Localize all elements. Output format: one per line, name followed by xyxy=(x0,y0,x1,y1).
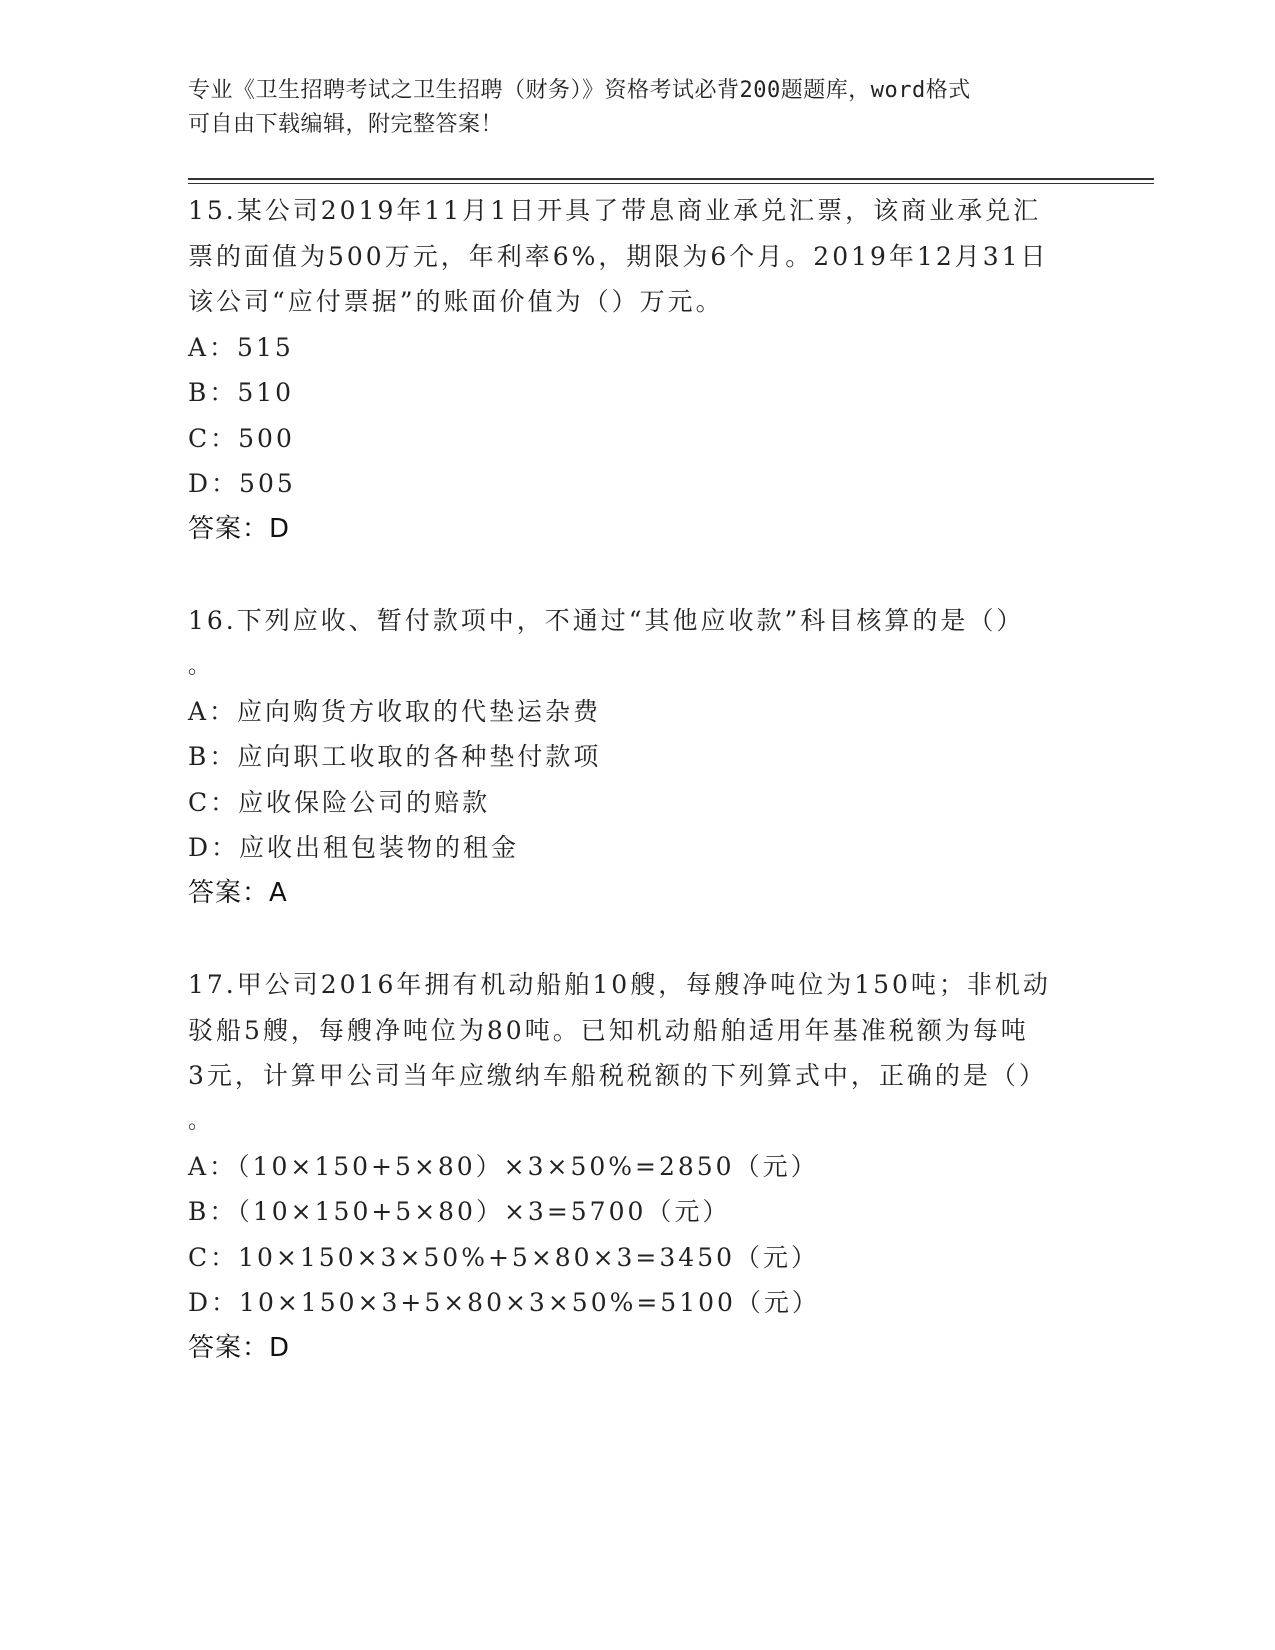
option-c: C：500 xyxy=(188,423,295,453)
answer-line: 答案：D xyxy=(188,513,291,544)
document-header xyxy=(188,74,1068,142)
header-divider-thick xyxy=(188,178,1154,180)
option-b: B：（10×150+5×80）×3=5700（元） xyxy=(188,1197,731,1226)
option-b: B：应向职工收取的各种垫付款项 xyxy=(188,742,602,771)
question-stem-line: 该公司“应付票据”的账面价值为（）万元。 xyxy=(188,287,724,316)
question-stem-line: 3元，计算甲公司当年应缴纳车船税税额的下列算式中，正确的是（） xyxy=(188,1061,1047,1090)
header-divider-thin xyxy=(188,183,1154,184)
question-stem-line: 驳船5艘，每艘净吨位为80吨。已知机动船舶适用年基准税额为每吨 xyxy=(188,1015,1029,1045)
option-d: D：应收出租包装物的租金 xyxy=(188,833,520,862)
answer-line: 答案：A xyxy=(188,877,288,908)
question-stem-line: 15.某公司2019年11月1日开具了带息商业承兑汇票，该商业承兑汇 xyxy=(188,196,1042,225)
option-a: A：515 xyxy=(188,332,294,362)
option-d: D：10×150×3+5×80×3×50%=5100（元） xyxy=(188,1288,820,1317)
question-17 xyxy=(188,962,1088,1371)
question-stem-line: 票的面值为500万元，年利率6%，期限为6个月。2019年12月31日 xyxy=(188,241,1049,271)
answer-line: 答案：D xyxy=(188,1332,291,1363)
question-stem-line: 。 xyxy=(188,653,214,679)
option-c: C：10×150×3×50%+5×80×3=3450（元） xyxy=(188,1242,820,1272)
question-stem-line: 。 xyxy=(188,1108,214,1134)
header-line-1: 专业《卫生招聘考试之卫生招聘（财务）》资格考试必背200题题库，word格式 xyxy=(188,78,971,103)
option-d: D：505 xyxy=(188,469,296,498)
question-15 xyxy=(188,188,1088,552)
option-a: A：（10×150+5×80）×3×50%=2850（元） xyxy=(188,1151,819,1181)
option-b: B：510 xyxy=(188,378,295,407)
question-stem-line: 17.甲公司2016年拥有机动船舶10艘，每艘净吨位为150吨；非机动 xyxy=(188,970,1051,999)
question-stem-line: 16.下列应收、暂付款项中，不通过“其他应收款”科目核算的是（） xyxy=(188,606,1025,635)
option-c: C：应收保险公司的赔款 xyxy=(188,787,491,817)
question-16 xyxy=(188,598,1088,916)
option-a: A：应向购货方收取的代垫运杂费 xyxy=(188,696,602,726)
header-line-2: 可自由下载编辑，附完整答案！ xyxy=(188,112,504,137)
